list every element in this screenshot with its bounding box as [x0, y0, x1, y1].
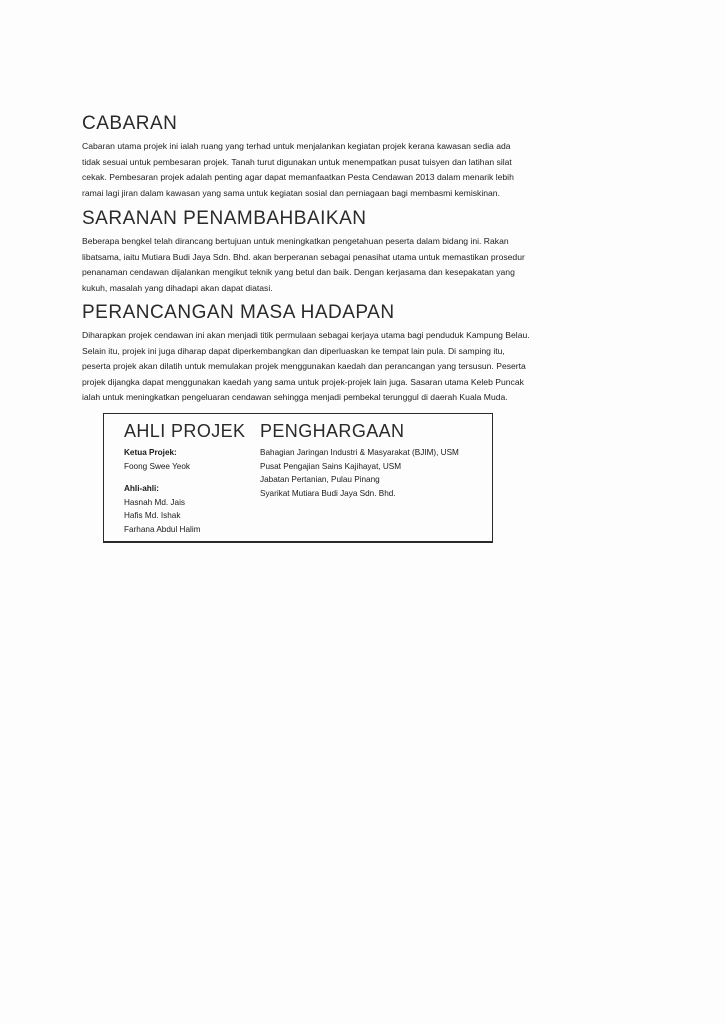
ketua-name: Foong Swee Yeok — [124, 461, 191, 471]
penghargaan-column — [260, 420, 490, 500]
section-heading: PERANCANGAN MASA HADAPAN — [82, 302, 395, 323]
section-heading: CABARAN — [82, 113, 178, 134]
project-info-box — [103, 413, 493, 543]
ketua-label: Ketua Projek: — [124, 448, 177, 457]
section-saranan — [82, 208, 614, 296]
section-cabaran — [82, 113, 614, 201]
spacer — [124, 473, 252, 482]
body-line: penanaman cendawan dijalankan mengikut teknik yang betul dan baik. Dengan kerjasama dan kesepakatan yang — [82, 267, 515, 278]
ahli-projek-heading: AHLI PROJEK — [124, 421, 246, 441]
penghargaan-heading: PENGHARGAAN — [260, 421, 405, 441]
section-body — [82, 139, 614, 201]
body-line: Cabaran utama projek ini ialah ruang yang terhad untuk menjalankan kegiatan projek kerana kawasan sedia ada — [82, 141, 511, 151]
acknowledgement-item: Bahagian Jaringan Industri & Masyarakat (BJIM), USM — [260, 448, 459, 457]
body-line: Selain itu, projek ini juga diharap dapat diperkembangkan dan diperluaskan ke tempat lain pula. Di samping itu, — [82, 345, 505, 356]
section-heading: SARANAN PENAMBAHBAIKAN — [82, 208, 367, 229]
member-name: Hasnah Md. Jais — [124, 497, 185, 507]
acknowledgement-item: Jabatan Pertanian, Pulau Pinang — [260, 475, 380, 484]
body-line: ramai lagi jiran dalam kawasan yang sama untuk kegiatan sosial dan perniagaan bagi membasmi kemiskinan. — [82, 187, 500, 198]
body-line: cekak. Pembesaran projek adalah penting agar dapat memanfaatkan Pesta Cendawan 2013 dalam menarik lebih — [82, 172, 514, 183]
acknowledgement-item: Pusat Pengajian Sains Kajihayat, USM — [260, 461, 402, 471]
section-perancangan — [82, 302, 614, 406]
body-line: peserta projek akan dilatih untuk memulakan projek menggunakan kaedah dan perancangan yang tersusun. Peserta — [82, 361, 526, 372]
member-name: Hafis Md. Ishak — [124, 511, 181, 520]
body-line: projek dijangka dapat menggunakan kaedah yang sama untuk projek-projek lain juga. Sasaran utama Keleb Puncak — [82, 376, 524, 387]
section-body — [82, 234, 614, 296]
body-line: tidak sesuai untuk pembesaran projek. Tanah turut digunakan untuk menempatkan pusat tuisyen dan latihan silat — [82, 156, 512, 167]
body-line: libatsama, iaitu Mutiara Budi Jaya Sdn. Bhd. akan berperanan sebagai penasihat utama untuk memastikan prosedur — [82, 251, 525, 262]
acknowledgement-item: Syarikat Mutiara Budi Jaya Sdn. Bhd. — [260, 488, 396, 498]
member-name: Farhana Abdul Halim — [124, 524, 201, 534]
section-body — [82, 328, 614, 406]
ahli-label: Ahli-ahli: — [124, 484, 160, 493]
body-line: Beberapa bengkel telah dirancang bertujuan untuk meningkatkan pengetahuan peserta dalam bidang ini. Rakan — [82, 236, 509, 246]
ahli-projek-column — [124, 420, 252, 536]
body-line: Diharapkan projek cendawan ini akan menjadi titik permulaan sebagai kerjaya utama bagi penduduk Kampung Belau. — [82, 330, 530, 340]
body-line: ialah untuk meningkatkan pengeluaran cendawan sehingga menjadi pembekal terunggul di daerah Kuala Muda. — [82, 392, 508, 403]
body-line: kukuh, masalah yang dihadapi akan dapat diatasi. — [82, 282, 273, 293]
